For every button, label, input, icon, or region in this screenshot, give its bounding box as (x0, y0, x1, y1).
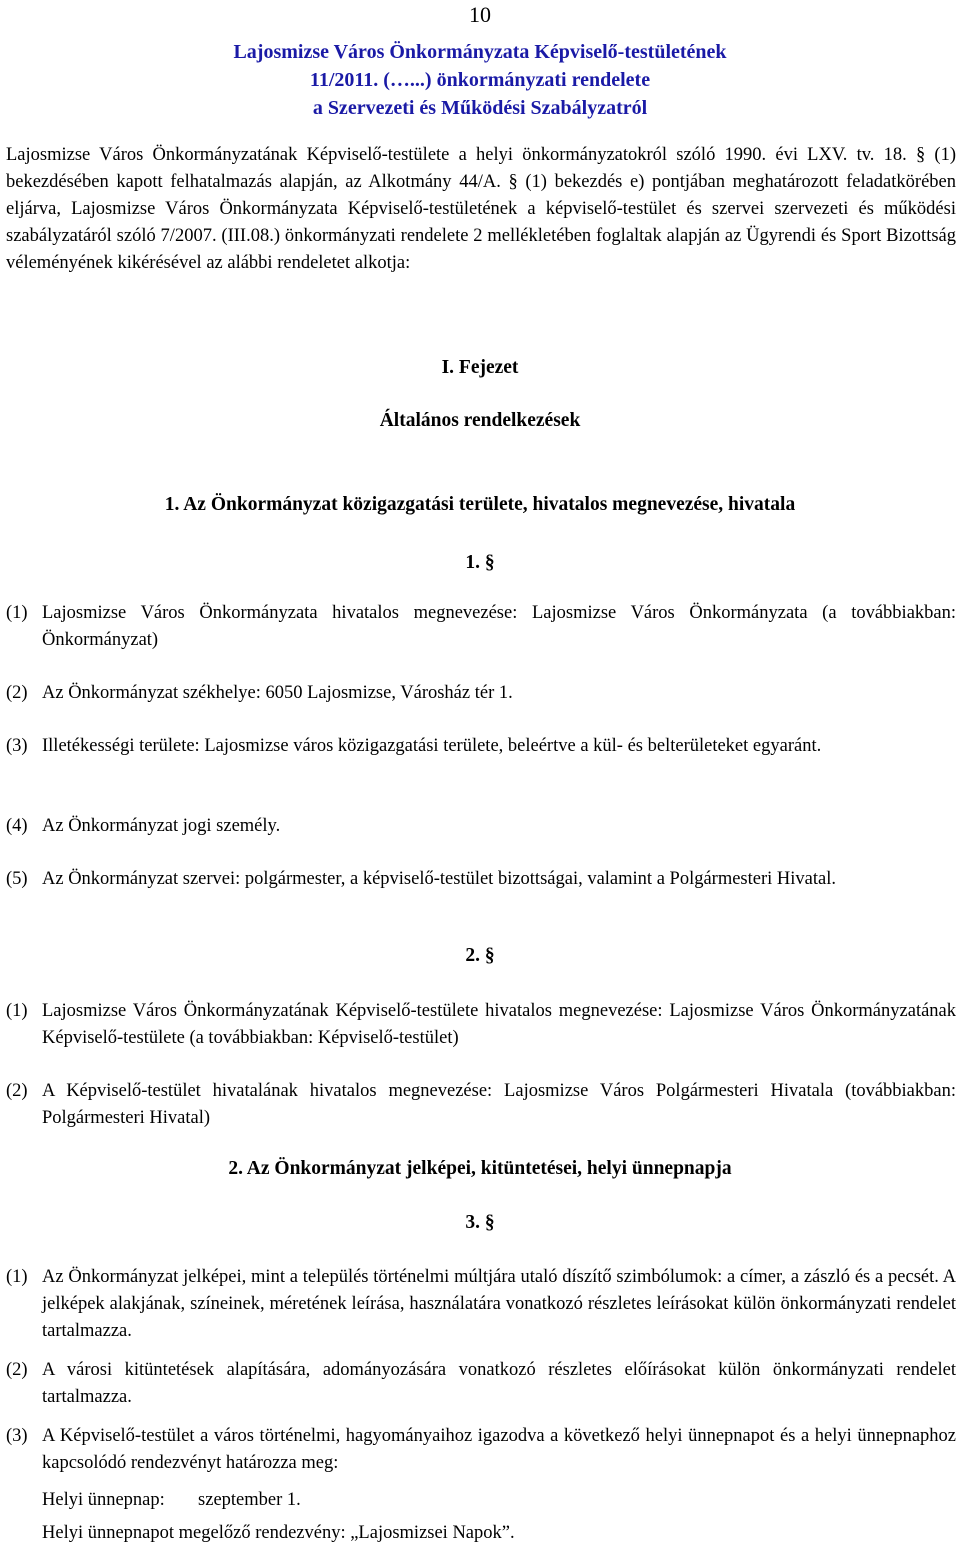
section-1-heading: 1. Az Önkormányzat közigazgatási területe, hivatalos megnevezése, hivatala (164, 494, 796, 515)
item-number: (1) (6, 603, 28, 623)
par1-item-5 (6, 866, 956, 893)
par1-item-1 (6, 600, 956, 654)
paragraph-1-mark: 1. § (465, 552, 495, 573)
page-number: 10 (469, 2, 491, 27)
paragraph-2-mark: 2. § (465, 945, 495, 966)
item-text: Az Önkormányzat szervei: polgármester, a képviselő-testület bizottságai, valamint a Polgármesteri Hivatal. (42, 869, 836, 889)
item-number: (3) (6, 1426, 28, 1446)
par3-item-3 (6, 1423, 956, 1477)
item-number: (1) (6, 1267, 28, 1287)
section-2-heading: 2. Az Önkormányzat jelképei, kitüntetései, helyi ünnepnapja (228, 1158, 732, 1179)
title-line-2: 11/2011. (…...) önkormányzati rendelete (309, 69, 651, 91)
item-number: (1) (6, 1001, 28, 1021)
item-number: (2) (6, 1081, 28, 1101)
chapter-number: I. Fejezet (441, 357, 519, 378)
document-title (0, 38, 960, 122)
item-text: A Képviselő-testület hivatalának hivatalos megnevezése: Lajosmizse Város Polgármesteri Hivatala (továbbiakban: Polgármesteri Hivatal) (42, 1081, 956, 1128)
item-number: (4) (6, 816, 28, 836)
item-number: (3) (6, 736, 28, 756)
item-text: A Képviselő-testület a város történelmi, hagyományaihoz igazodva a következő helyi ünnepnapot és a helyi ünnepnaphoz kapcsolódó rendezvényt határozza meg: (42, 1426, 956, 1473)
title-line-1: Lajosmizse Város Önkormányzata Képviselő-testületének (233, 41, 727, 63)
par1-item-2 (6, 680, 956, 707)
title-line-3: a Szervezeti és Működési Szabályzatról (312, 97, 648, 119)
chapter-title: Általános rendelkezések (379, 410, 581, 431)
item-text: A városi kitüntetések alapítására, adományozására vonatkozó részletes előírásokat külön önkormányzati rendelet tartalmazza. (42, 1360, 956, 1407)
paragraph-3-mark: 3. § (465, 1212, 495, 1233)
item-text: Az Önkormányzat jogi személy. (42, 816, 281, 836)
item-number: (2) (6, 1360, 28, 1380)
par2-item-1 (6, 998, 956, 1052)
item-number: (5) (6, 869, 28, 889)
par1-item-4 (6, 813, 956, 840)
holiday-value: szeptember 1. (198, 1490, 301, 1510)
par3-item-1 (6, 1264, 956, 1345)
item-text: Az Önkormányzat jelképei, mint a település történelmi múltjára utaló díszítő szimbólumok: a címer, a zászló és a pecsét. A jelképek alakjának, színeinek, méretének leírása, használatára vonatkozó részletes leírásokat külön önkormányzati rendelet tartalmazza. (42, 1267, 956, 1341)
item-text: Az Önkormányzat székhelye: 6050 Lajosmizse, Városház tér 1. (42, 683, 513, 703)
par2-item-2 (6, 1078, 956, 1132)
preamble: Lajosmizse Város Önkormányzatának Képviselő-testülete a helyi önkormányzatokról szóló 1990. évi LXV. tv. 18. § (1) bekezdésében kapott felhatalmazás alapján, az Alkotmány 44/A. § (1) bekezdés e) pontjában meghatározott feladatkörében eljárva, Lajosmizse Város Önkormányzata Képviselő-testületének a képviselő-testület és szervei szervezeti és működési szabályzatáról szóló 7/2007. (III.08.) önkormányzati rendelete 2 mellékletében foglaltak alapján az Ügyrendi és Sport Bizottság véleményének kikérésével az alábbi rendeletet alkotja: (6, 145, 956, 273)
par1-item-3 (6, 733, 956, 760)
holiday-line (42, 1490, 301, 1511)
item-text: Illetékességi területe: Lajosmizse város közigazgatási területe, beleértve a kül- és belterületeket egyaránt. (42, 736, 822, 756)
item-text: Lajosmizse Város Önkormányzata hivatalos megnevezése: Lajosmizse Város Önkormányzata (a továbbiakban: Önkormányzat) (42, 603, 956, 650)
event-line: Helyi ünnepnapot megelőző rendezvény: „Lajosmizsei Napok”. (42, 1523, 515, 1543)
par3-item-2 (6, 1357, 956, 1411)
item-number: (2) (6, 683, 28, 703)
item-text: Lajosmizse Város Önkormányzatának Képviselő-testülete hivatalos megnevezése: Lajosmizse Város Önkormányzatának Képviselő-testülete (a továbbiakban: Képviselő-testület) (42, 1001, 956, 1048)
holiday-label: Helyi ünnepnap: (42, 1490, 165, 1510)
